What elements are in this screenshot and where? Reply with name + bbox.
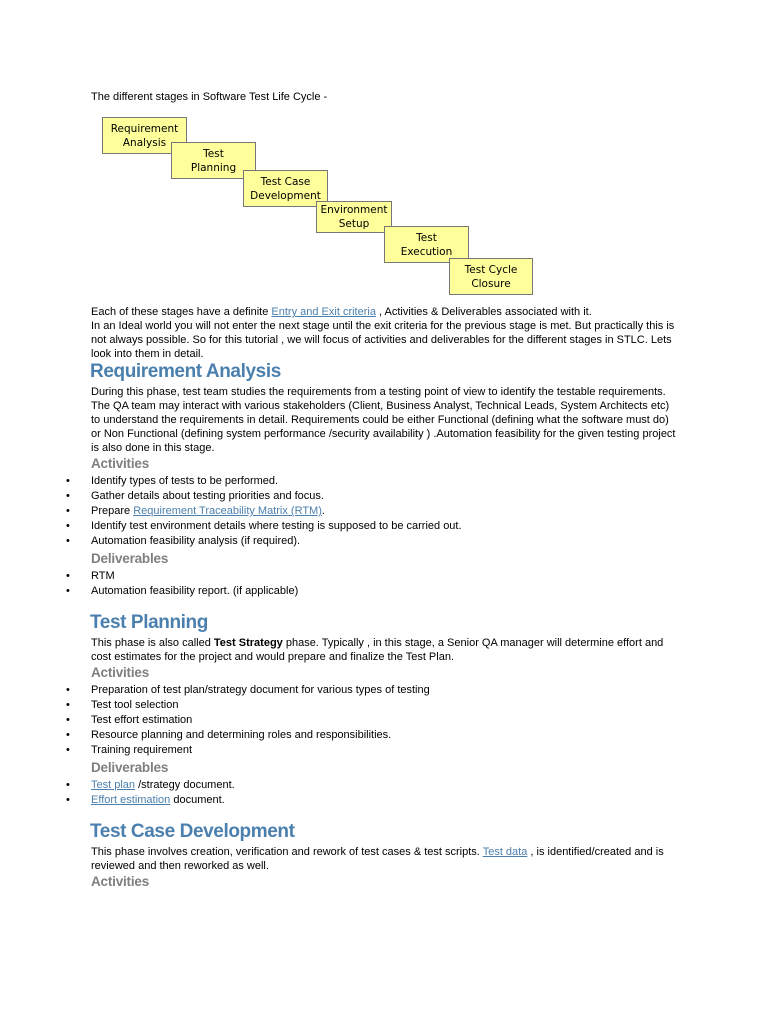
list-item-text: Resource planning and determining roles and responsibilities. [91,729,392,741]
entry-exit-criteria-link[interactable]: Entry and Exit criteria [271,306,376,318]
bullet-icon: • [66,794,70,806]
list-item-text: Test effort estimation [91,714,193,726]
test-strategy-bold: Test Strategy [213,637,283,649]
bullet-icon: • [66,570,70,582]
list-item-text: Gather details about testing priorities and focus. [91,490,324,502]
test-data-link[interactable]: Test data [482,846,528,858]
bullet-icon: • [66,585,70,597]
rtm-link[interactable]: Requirement Traceability Matrix (RTM) [133,505,322,517]
stage-label-line: Requirement [110,122,179,135]
paragraph-text: , is identified/created and is reviewed and then reworked as well. [91,846,664,872]
stage-label-line: Test Case [260,175,311,188]
list-item [0,489,462,504]
list-item-text: RTM [91,570,115,582]
section-heading-requirement-analysis: Requirement Analysis [90,361,281,382]
overview-line [91,305,681,319]
subheading-activities: Activities [91,665,150,680]
overview-paragraph: In an Ideal world you will not enter the next stage until the exit criteria for the previous stage is met. But practically this is not always possible. So for this tutorial , we will focus of activities and deliverables for the different stages in STLC. Lets look into them in detail. [91,320,675,360]
list-item [0,743,430,758]
list-item [0,519,462,534]
list-item [0,778,235,793]
list-item [0,534,462,549]
list-item-text: Identify types of tests to be performed. [91,475,279,487]
list-item-text: Automation feasibility analysis (if required). [91,535,301,547]
list-item-text: /strategy document. [135,779,235,791]
list-item [0,728,430,743]
bullet-icon: • [66,779,70,791]
bullet-icon: • [66,744,70,756]
bullet-icon: • [66,729,70,741]
stage-label-line: Closure [471,277,511,290]
planning-activities-list [0,683,430,758]
stage-label-line: Development [250,189,321,202]
list-item-text: Training requirement [91,744,193,756]
stage-label-line: Analysis [122,136,167,149]
list-item [0,504,462,519]
section-heading-test-planning: Test Planning [90,612,208,633]
planning-deliverables-list [0,778,235,808]
list-item-text: Identify test environment details where testing is supposed to be carried out. [91,520,462,532]
list-item [0,713,430,728]
bullet-icon: • [66,714,70,726]
stage-label-line: Planning [190,161,237,174]
list-item-text: Test tool selection [91,699,179,711]
bullet-icon: • [66,505,70,517]
overview-text: , Activities & Deliverables associated with it. [375,306,592,318]
bullet-icon: • [66,490,70,502]
subheading-activities: Activities [91,874,150,889]
list-item-text: Automation feasibility report. (if applicable) [91,585,299,597]
bullet-icon: • [66,520,70,532]
test-plan-link[interactable]: Test plan [91,779,136,791]
stage-environment-setup [316,201,392,233]
test-case-development-paragraph [91,845,681,873]
overview-text: Each of these stages have a definite [91,306,272,318]
subheading-activities: Activities [91,456,150,471]
list-item-text: document. [170,794,225,806]
list-item [0,698,430,713]
bullet-icon: • [66,535,70,547]
stage-label-line: Execution [400,245,453,258]
list-item-text: Preparation of test plan/strategy document for various types of testing [91,684,430,696]
stage-label-line: Test Cycle [464,263,518,276]
stage-label-line: Test [203,147,224,160]
requirement-activities-list [0,474,462,549]
list-item [0,793,235,808]
section-heading-test-case-development: Test Case Development [90,821,295,842]
stage-label-line: Test [416,231,437,244]
test-planning-paragraph [91,636,681,664]
subheading-deliverables: Deliverables [91,551,169,566]
bullet-icon: • [66,699,70,711]
list-item [0,569,298,584]
bullet-icon: • [66,475,70,487]
stage-test-cycle-closure [449,258,533,295]
stage-label-line: Setup [338,218,370,230]
list-item [0,584,298,599]
list-item [0,474,462,489]
list-item-text: . [321,505,325,517]
paragraph-text: This phase involves creation, verification and rework of test cases & test scripts. [91,846,483,858]
paragraph-text: phase. Typically , in this stage, a Senior QA manager will determine effort and cost estimates for the project and would prepare and finalize the Test Plan. [91,637,664,663]
list-item-text: Prepare [91,505,134,517]
intro-text: The different stages in Software Test Life Cycle - [91,91,328,103]
stage-label-line: Environment [320,204,388,216]
bullet-icon: • [66,684,70,696]
effort-estimation-link[interactable]: Effort estimation [91,794,171,806]
list-item [0,683,430,698]
requirement-deliverables-list [0,569,298,599]
requirement-analysis-paragraph: During this phase, test team studies the requirements from a testing point of view to identify the testable requirements. The QA team may interact with various stakeholders (Client, Business Analyst, Technical Leads, System Architects etc) to understand the requirements in detail. Requirements could be either Functional (defining what the software must do) or Non Functional (defining system performance /security availability ) .Automation feasibility for the given testing project is also done in this stage. [91,386,676,454]
subheading-deliverables: Deliverables [91,760,169,775]
paragraph-text: This phase is also called [91,637,214,649]
